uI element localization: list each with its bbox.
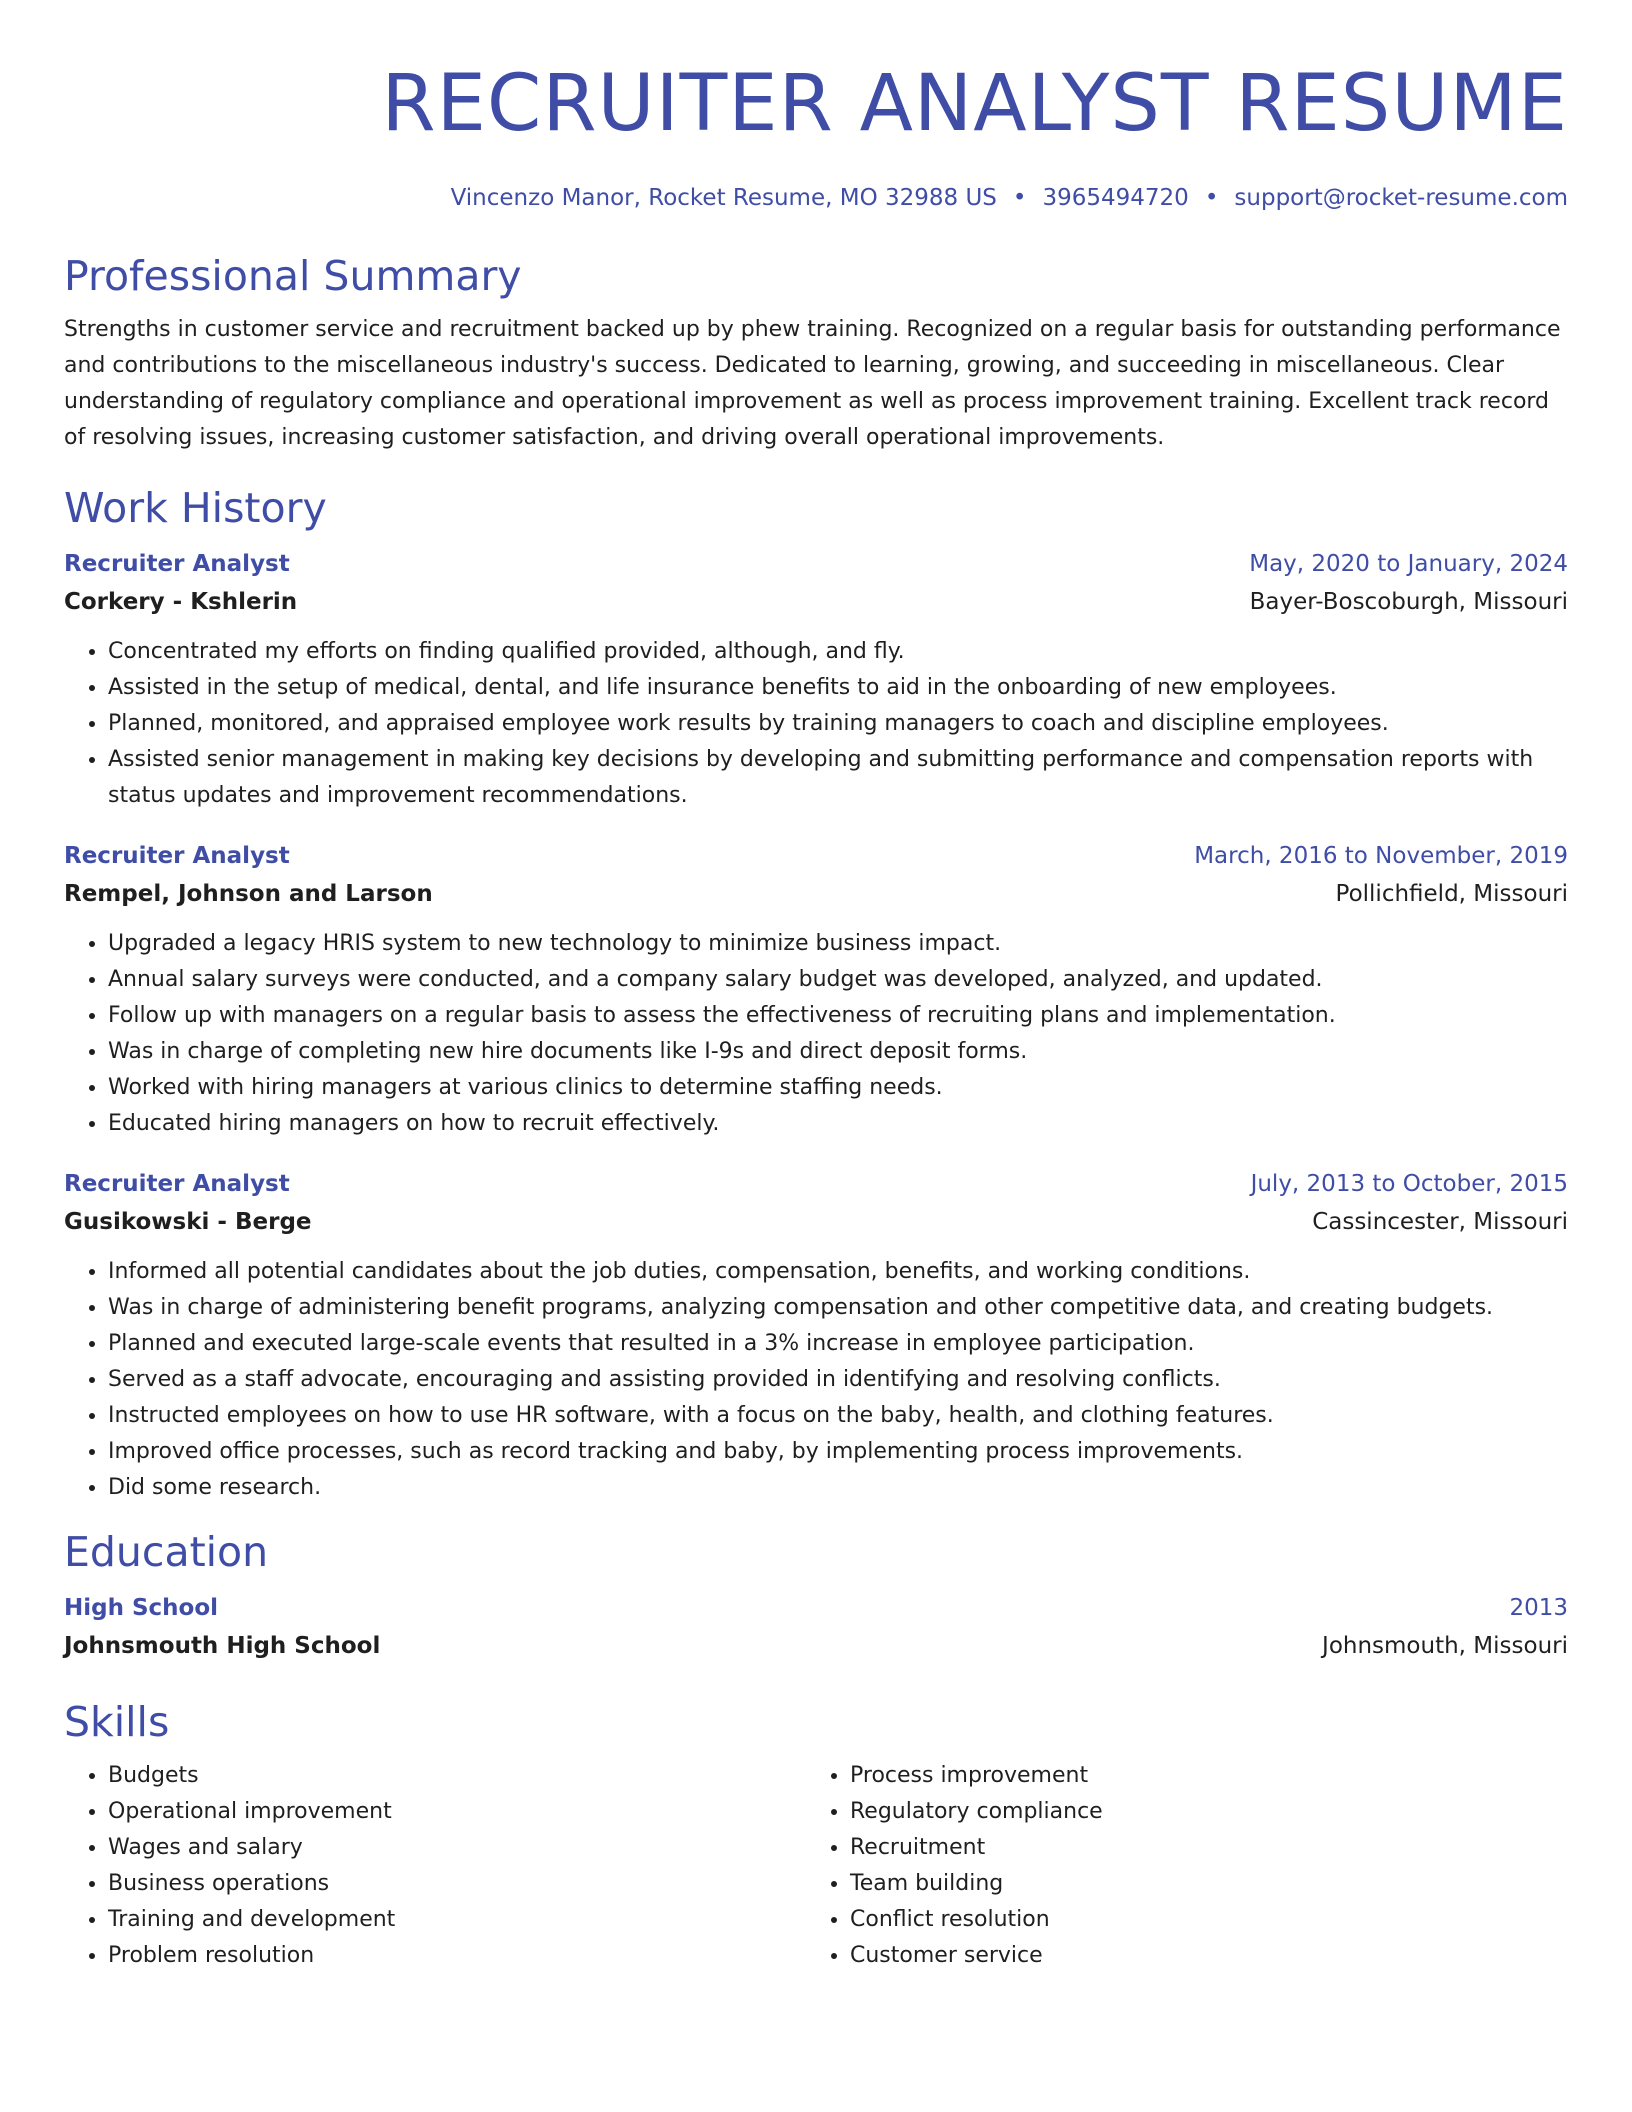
job-bullets [64, 926, 1568, 1142]
list-item: • Operational improvement [108, 1794, 806, 1830]
list-item: • Informed all potential candidates about the job duties, compensation, benefits, and working conditions. [108, 1254, 1568, 1290]
list-item: • Customer service [850, 1938, 1548, 1974]
list-item: • Planned, monitored, and appraised employee work results by training managers to coach and discipline employees. [108, 706, 1568, 742]
list-item: • Annual salary surveys were conducted, and a company salary budget was developed, analyzed, and updated. [108, 962, 1568, 998]
education-section [64, 1526, 1568, 1666]
job-dates: July, 2013 to October, 2015 [1250, 1171, 1568, 1197]
contact-separator: • [1204, 185, 1219, 211]
education-entry [64, 1590, 1568, 1666]
list-item: • Team building [850, 1866, 1548, 1902]
skills-list [64, 1758, 806, 1974]
list-item: • Improved office processes, such as record tracking and baby, by implementing process improvements. [108, 1434, 1568, 1470]
job-entry [64, 546, 1568, 814]
list-item: • Process improvement [850, 1758, 1548, 1794]
list-item: • Assisted in the setup of medical, dental, and life insurance benefits to aid in the onboarding of new employees. [108, 670, 1568, 706]
job-company: Corkery - Kshlerin [64, 589, 298, 615]
skills-column-left [64, 1758, 806, 1974]
list-item: • Did some research. [108, 1470, 1568, 1506]
job-entry [64, 838, 1568, 1142]
list-item: • Concentrated my efforts on finding qualified provided, although, and fly. [108, 634, 1568, 670]
resume-page [64, 0, 1568, 1974]
job-company: Gusikowski - Berge [64, 1209, 312, 1235]
summary-heading: Professional Summary [64, 252, 522, 300]
list-item: • Regulatory compliance [850, 1794, 1548, 1830]
contact-address: Vincenzo Manor, Rocket Resume, MO 32988 US [450, 185, 997, 211]
list-item: • Budgets [108, 1758, 806, 1794]
work-history-heading: Work History [64, 484, 327, 532]
list-item: • Wages and salary [108, 1830, 806, 1866]
list-item: • Business operations [108, 1866, 806, 1902]
work-history-section [64, 482, 1568, 1506]
education-degree: High School [64, 1595, 219, 1621]
contact-line [64, 182, 1568, 214]
list-item: • Upgraded a legacy HRIS system to new technology to minimize business impact. [108, 926, 1568, 962]
list-item: • Recruitment [850, 1830, 1548, 1866]
list-item: • Served as a staff advocate, encouraging and assisting provided in identifying and resolving conflicts. [108, 1362, 1568, 1398]
list-item: • Conflict resolution [850, 1902, 1548, 1938]
skills-heading: Skills [64, 1698, 170, 1746]
job-bullets [64, 634, 1568, 814]
list-item: • Follow up with managers on a regular basis to assess the effectiveness of recruiting plans and implementation. [108, 998, 1568, 1034]
list-item: • Was in charge of completing new hire documents like I-9s and direct deposit forms. [108, 1034, 1568, 1070]
skills-grid [64, 1758, 1568, 1974]
list-item: • Educated hiring managers on how to recruit effectively. [108, 1106, 1568, 1142]
job-location: Bayer-Boscoburgh, Missouri [1249, 589, 1568, 615]
job-location: Cassincester, Missouri [1312, 1209, 1568, 1235]
list-item: • Planned and executed large-scale events that resulted in a 3% increase in employee participation. [108, 1326, 1568, 1362]
list-item: • Assisted senior management in making key decisions by developing and submitting performance and compensation reports with status updates and improvement recommendations. [108, 742, 1568, 814]
skills-column-right [806, 1758, 1548, 1974]
job-dates: May, 2020 to January, 2024 [1249, 551, 1568, 577]
job-title: Recruiter Analyst [64, 1171, 290, 1197]
job-title: Recruiter Analyst [64, 843, 290, 869]
contact-email[interactable]: support@rocket-resume.com [1234, 185, 1568, 211]
job-dates: March, 2016 to November, 2019 [1194, 843, 1568, 869]
education-location: Johnsmouth, Missouri [1322, 1633, 1568, 1659]
resume-title: RECRUITER ANALYST RESUME [381, 59, 1568, 149]
contact-phone[interactable]: 3965494720 [1042, 185, 1189, 211]
list-item: • Worked with hiring managers at various clinics to determine staffing needs. [108, 1070, 1568, 1106]
list-item: • Instructed employees on how to use HR software, with a focus on the baby, health, and clothing features. [108, 1398, 1568, 1434]
skills-list [806, 1758, 1548, 1974]
summary-section [64, 250, 1568, 456]
job-entry [64, 1166, 1568, 1506]
list-item: • Training and development [108, 1902, 806, 1938]
skills-section [64, 1696, 1568, 1974]
education-year: 2013 [1509, 1595, 1568, 1621]
list-item: • Was in charge of administering benefit programs, analyzing compensation and other competitive data, and creating budgets. [108, 1290, 1568, 1326]
education-heading: Education [64, 1528, 269, 1576]
list-item: • Problem resolution [108, 1938, 806, 1974]
job-title: Recruiter Analyst [64, 551, 290, 577]
job-company: Rempel, Johnson and Larson [64, 881, 433, 907]
education-school: Johnsmouth High School [64, 1633, 381, 1659]
job-location: Pollichfield, Missouri [1335, 881, 1568, 907]
summary-text: Strengths in customer service and recruitment backed up by phew training. Recognized on a regular basis for outstanding performance and contributions to the miscellaneous industry's success. Dedicated to learning, growing, and succeeding in miscellaneous. Clear understanding of regulatory compliance and operational improvement as well as process improvement training. Excellent track record of resolving issues, increasing customer satisfaction, and driving overall operational improvements. [64, 317, 1561, 450]
contact-separator: • [1012, 185, 1027, 211]
job-bullets [64, 1254, 1568, 1506]
